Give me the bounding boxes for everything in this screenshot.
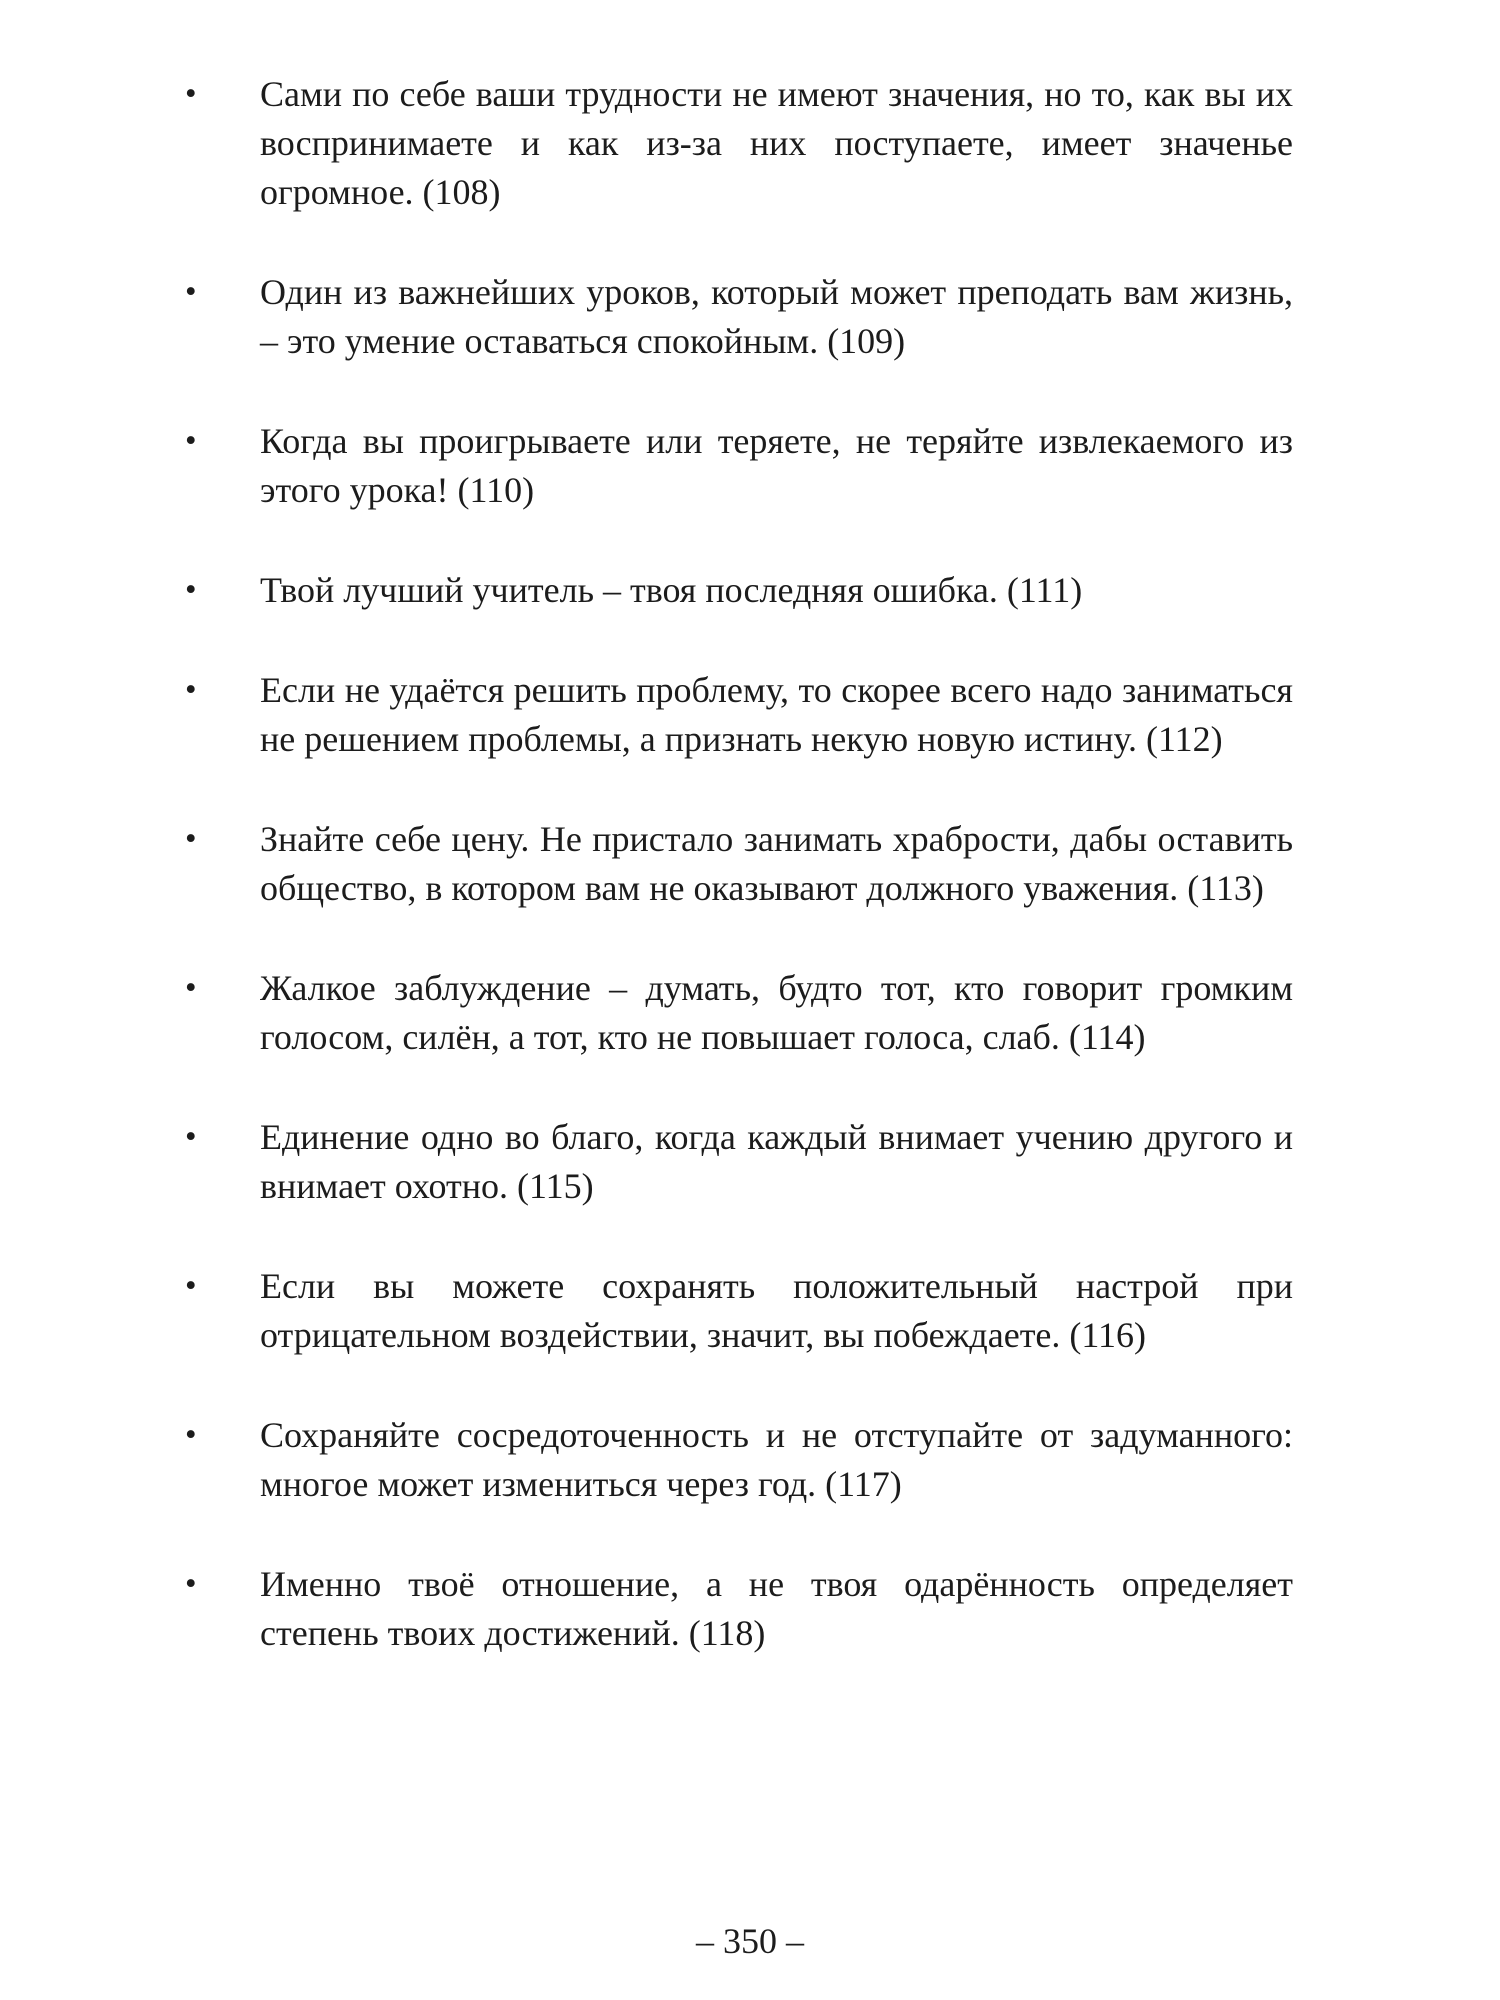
quote-text: Если вы можете сохранять положительный настрой при отрицательном воздействии, значит, вы побеждаете. (116) xyxy=(260,1266,1293,1355)
bullet-icon: • xyxy=(185,423,197,459)
bullet-icon: • xyxy=(185,274,197,310)
quote-item xyxy=(185,1113,1293,1211)
quote-text: Если не удаётся решить проблему, то скорее всего надо заниматься не решением проблемы, а признать некую новую истину. (112) xyxy=(260,670,1293,759)
quote-item xyxy=(185,268,1293,366)
quote-text: Единение одно во благо, когда каждый внимает учению другого и внимает охотно. (115) xyxy=(260,1117,1293,1206)
bullet-icon: • xyxy=(185,76,197,112)
quote-item xyxy=(185,417,1293,515)
bullet-icon: • xyxy=(185,1119,197,1155)
quote-text: Сохраняйте сосредоточенность и не отступайте от задуманного: многое может измениться через год. (117) xyxy=(260,1415,1293,1504)
quote-item xyxy=(185,70,1293,217)
quote-item xyxy=(185,666,1293,764)
bullet-icon: • xyxy=(185,672,197,708)
quote-text: Именно твоё отношение, а не твоя одарённость определяет степень твоих достижений. (118) xyxy=(260,1564,1293,1653)
quote-item xyxy=(185,964,1293,1062)
quote-item xyxy=(185,566,1293,615)
bullet-icon: • xyxy=(185,821,197,857)
quote-text: Когда вы проигрываете или теряете, не теряйте извлекаемого из этого урока! (110) xyxy=(260,421,1293,510)
quote-item xyxy=(185,815,1293,913)
quote-list xyxy=(185,70,1293,1709)
bullet-icon: • xyxy=(185,1268,197,1304)
bullet-icon: • xyxy=(185,1566,197,1602)
quote-item xyxy=(185,1411,1293,1509)
quote-text: Жалкое заблуждение – думать, будто тот, кто говорит громким голосом, силён, а тот, кто не повышает голоса, слаб. (114) xyxy=(260,968,1293,1057)
quote-item xyxy=(185,1262,1293,1360)
bullet-icon: • xyxy=(185,1417,197,1453)
page-number: – 350 – xyxy=(696,1921,804,1961)
quote-item xyxy=(185,1560,1293,1658)
quote-text: Один из важнейших уроков, который может преподать вам жизнь, – это умение оставаться спокойным. (109) xyxy=(260,272,1293,361)
bullet-icon: • xyxy=(185,970,197,1006)
quote-text: Сами по себе ваши трудности не имеют значения, но то, как вы их воспринимаете и как из-за них поступаете, имеет значенье огромное. (108) xyxy=(260,74,1293,212)
quote-text: Знайте себе цену. Не пристало занимать храбрости, дабы оставить общество, в котором вам не оказывают должного уважения. (113) xyxy=(260,819,1293,908)
bullet-icon: • xyxy=(185,572,197,608)
quote-text: Твой лучший учитель – твоя последняя ошибка. (111) xyxy=(260,570,1083,610)
